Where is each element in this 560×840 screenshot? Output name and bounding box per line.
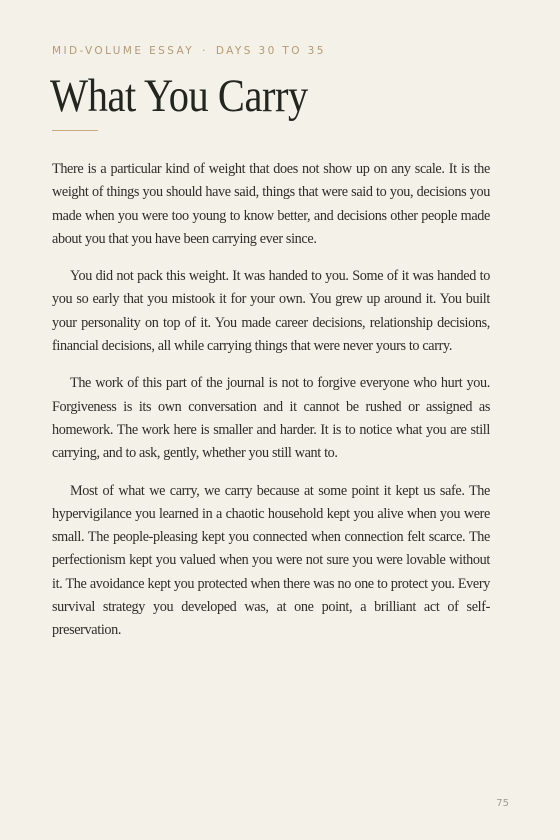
kicker-days-range: DAYS 30 TO 35	[215, 45, 326, 57]
paragraph-4: Most of what we carry, we carry because at some point it kept us safe. The hypervigilance you learned in a chaotic household kept you alive when you were small. The people-pleasing kept you connected when connection felt scarce. The perfectionism kept you valued when you were not sure you were lovable without it. The avoidance kept you protected when there was no one to protect you. Every survival strategy you developed was, at one point, a brilliant act of self-preservation.	[52, 482, 490, 639]
paragraph-3: The work of this part of the journal is not to forgive everyone who hurt you. Forgiveness is its own conversation and it cannot be rushed or assigned as homework. The work here is smaller and harder. It is to notice what you are still carrying, and to ask, gently, whether you still want to.	[52, 375, 490, 462]
section-kicker	[52, 45, 326, 57]
paragraph-2: You did not pack this weight. It was handed to you. Some of it was handed to you so early that you mistook it for your own. You grew up around it. You built your personality on top of it. You made career decisions, relationship decisions, financial decisions, all while carrying things that were never yours to carry.	[52, 268, 490, 355]
essay-body	[52, 158, 490, 657]
kicker-label: MID-VOLUME ESSAY	[52, 45, 195, 57]
title-divider	[52, 130, 98, 131]
page-number: 75	[496, 798, 509, 809]
paragraph-1: There is a particular kind of weight that does not show up on any scale. It is the weight of things you should have said, things that were said to you, decisions you made when you were too young to know better, and decisions other people made about you that you have been carrying ever since.	[52, 161, 490, 247]
kicker-separator: ·	[202, 45, 208, 57]
page-title: What You Carry	[50, 70, 308, 122]
